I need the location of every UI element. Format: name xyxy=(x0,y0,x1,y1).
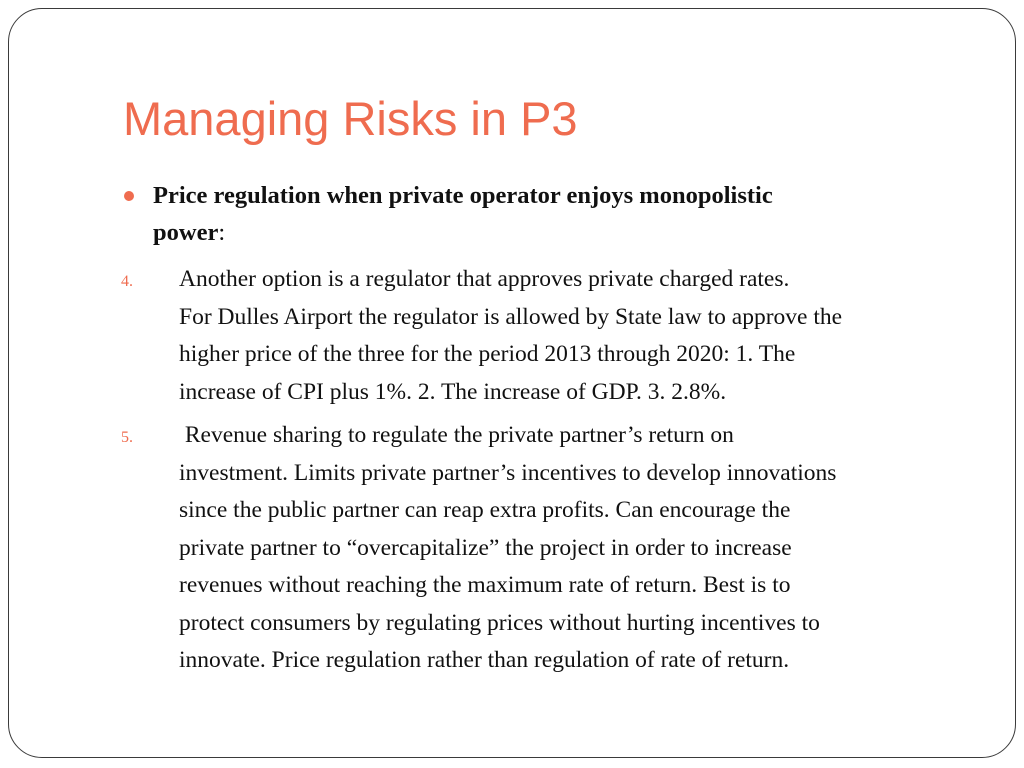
item-number-5: 5. xyxy=(121,429,133,446)
bullet-dot-icon xyxy=(124,191,134,201)
item-5-line: protect consumers by regulating prices without hurting incentives to xyxy=(179,609,820,636)
item-4-line: Another option is a regulator that approves private charged rates. xyxy=(179,266,790,292)
item-4-line: increase of CPI plus 1%. 2. The increase of GDP. 3. 2.8%. xyxy=(179,378,727,405)
item-5-line: since the public partner can reap extra profits. Can encourage the xyxy=(179,497,791,523)
numbered-item-4 xyxy=(121,261,981,411)
item-5-line: Revenue sharing to regulate the private partner’s return on xyxy=(179,422,734,448)
bullet-item xyxy=(121,177,981,251)
bullet-text-power: power xyxy=(153,219,219,246)
item-5-line: innovate. Price regulation rather than regulation of rate of return. xyxy=(179,647,790,673)
bullet-text-line-2 xyxy=(153,214,981,251)
item-5-line: revenues without reaching the maximum rate of return. Best is to xyxy=(179,572,791,598)
item-5-line: private partner to “overcapitalize” the project in order to increase xyxy=(179,534,792,561)
item-5-line: investment. Limits private partner’s incentives to develop innovations xyxy=(179,459,837,486)
item-number-4: 4. xyxy=(121,273,133,290)
slide-title: Managing Risks in P3 xyxy=(123,92,578,145)
item-4-line: For Dulles Airport the regulator is allowed by State law to approve the xyxy=(179,303,843,330)
slide-frame xyxy=(8,8,1016,758)
bullet-colon: : xyxy=(218,219,226,246)
bullet-text-line-1: Price regulation when private operator enjoys monopolistic xyxy=(153,182,773,209)
slide-body xyxy=(121,177,981,680)
numbered-item-5 xyxy=(121,417,981,680)
item-4-line: higher price of the three for the period 2013 through 2020: 1. The xyxy=(179,341,796,367)
